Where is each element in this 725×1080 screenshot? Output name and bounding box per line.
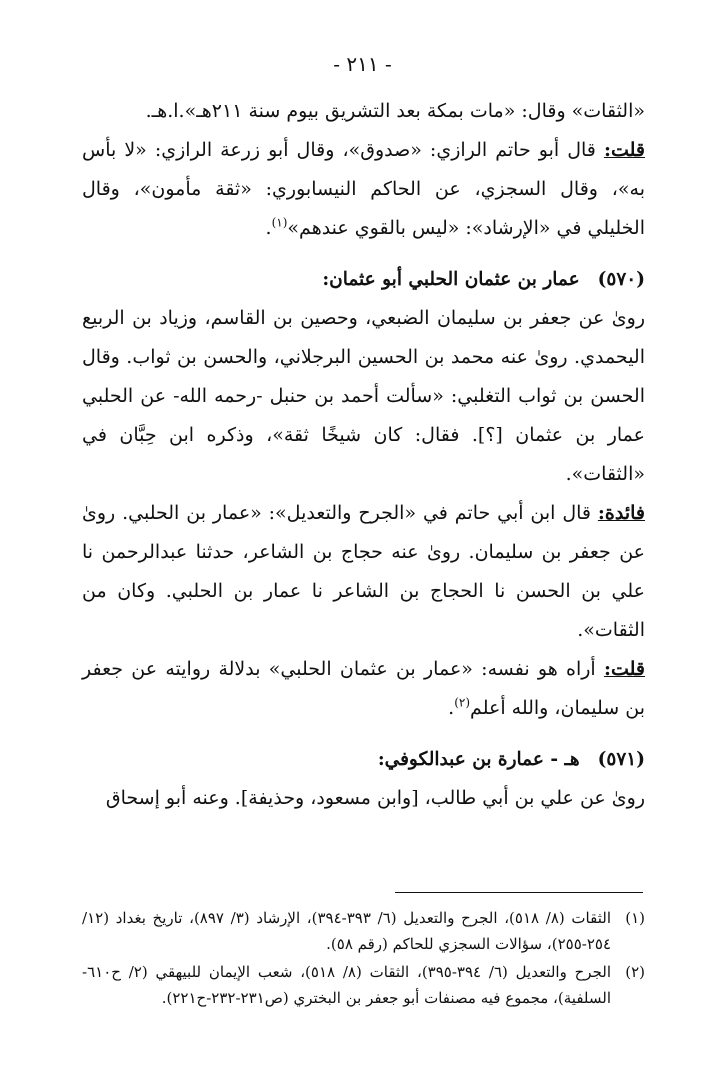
footnote-number: (١)	[625, 909, 645, 927]
paragraph-text: قال أبو حاتم الرازي: «صدوق»، وقال أبو زرعة الرازي: «لا بأس به»، وقال السجزي، عن الحاكم النيسابوري: «ثقة مأمون»، وقال الخليلي في «الإرشاد»: «ليس بالقوي عندهم»	[82, 139, 645, 239]
keyword-qultu: قلت:	[603, 139, 645, 161]
footnote-text: الجرح والتعديل (٦/ ٣٩٤-٣٩٥)، الثقات (٨/ ٥١٨)، شعب الإيمان للبيهقي (٢/ ح٦١٠-السلفية)، مجموع فيه مصنفات أبو جعفر بن البختري (ص٢٣١-٢٣٢-ح٢٢١).	[82, 963, 611, 1007]
paragraph-end: .	[265, 217, 272, 239]
footnote-divider	[395, 892, 643, 893]
entry-570-heading	[82, 260, 645, 299]
paragraph-continuation: «الثقات» وقال: «مات بمكة بعد التشريق بيوم سنة ٢١١هـ».ا.هـ.	[145, 100, 645, 122]
footnote-ref-1[interactable]: (١)	[271, 215, 288, 230]
entry-570-body: روىٰ عن جعفر بن سليمان الضبعي، وحصين بن القاسم، وزياد بن الربيع اليحمدي. روىٰ عنه محمد بن الحسين البرجلاني، والحسن بن ثواب. وقال الحسن بن ثواب التغلبي: «سألت أحمد بن حنبل -رحمه الله- عن الحلبي عمار بن عثمان [؟]. فقال: كان شيخًا ثقة»، وذكره ابن حِبَّان في «الثقات».	[82, 307, 645, 485]
keyword-faida: فائدة:	[597, 502, 645, 524]
paragraph-faida	[82, 494, 645, 650]
footnotes	[82, 905, 645, 1013]
paragraph-note-2	[82, 650, 645, 728]
footnote-number: (٢)	[625, 963, 645, 981]
entry-571-heading	[82, 740, 645, 779]
main-text	[82, 92, 645, 818]
entry-570-title: عمار بن عثمان الحلبي أبو عثمان:	[322, 269, 580, 290]
note-2-end: .	[448, 697, 455, 719]
note-2-text: أراه هو نفسه: «عمار بن عثمان الحلبي» بدلالة روايته عن جعفر بن سليمان، والله أعلم	[82, 658, 645, 719]
footnote-1	[82, 905, 645, 957]
entry-571-number: (٥٧١)	[597, 749, 645, 770]
entry-571-title: هـ - عمارة بن عبدالكوفي:	[377, 749, 580, 770]
page-number: - ٢١١ -	[333, 52, 392, 76]
faida-text: قال ابن أبي حاتم في «الجرح والتعديل»: «عمار بن الحلبي. روىٰ عن جعفر بن سليمان. روىٰ عنه حجاج بن الشاعر، حدثنا عبدالرحمن نا علي بن الحسن نا الحجاج بن الشاعر نا عمار بن الحلبي. وكان من الثقات».	[82, 502, 645, 641]
footnote-text: الثقات (٨/ ٥١٨)، الجرح والتعديل (٦/ ٣٩٣-٣٩٤)، الإرشاد (٣/ ٨٩٧)، تاريخ بغداد (١٢/ ٢٥٤-٢٥٥)، سؤالات السجزي للحاكم (رقم ٥٨).	[82, 909, 611, 953]
footnote-2	[82, 959, 645, 1011]
entry-571-body: روىٰ عن علي بن أبي طالب، [وابن مسعود، وحذيفة]. وعنه أبو إسحاق	[105, 787, 645, 809]
paragraph-note	[82, 131, 645, 248]
footnote-ref-2[interactable]: (٢)	[454, 695, 471, 710]
entry-570-number: (٥٧٠)	[597, 269, 645, 290]
keyword-qultu-2: قلت:	[603, 658, 645, 680]
